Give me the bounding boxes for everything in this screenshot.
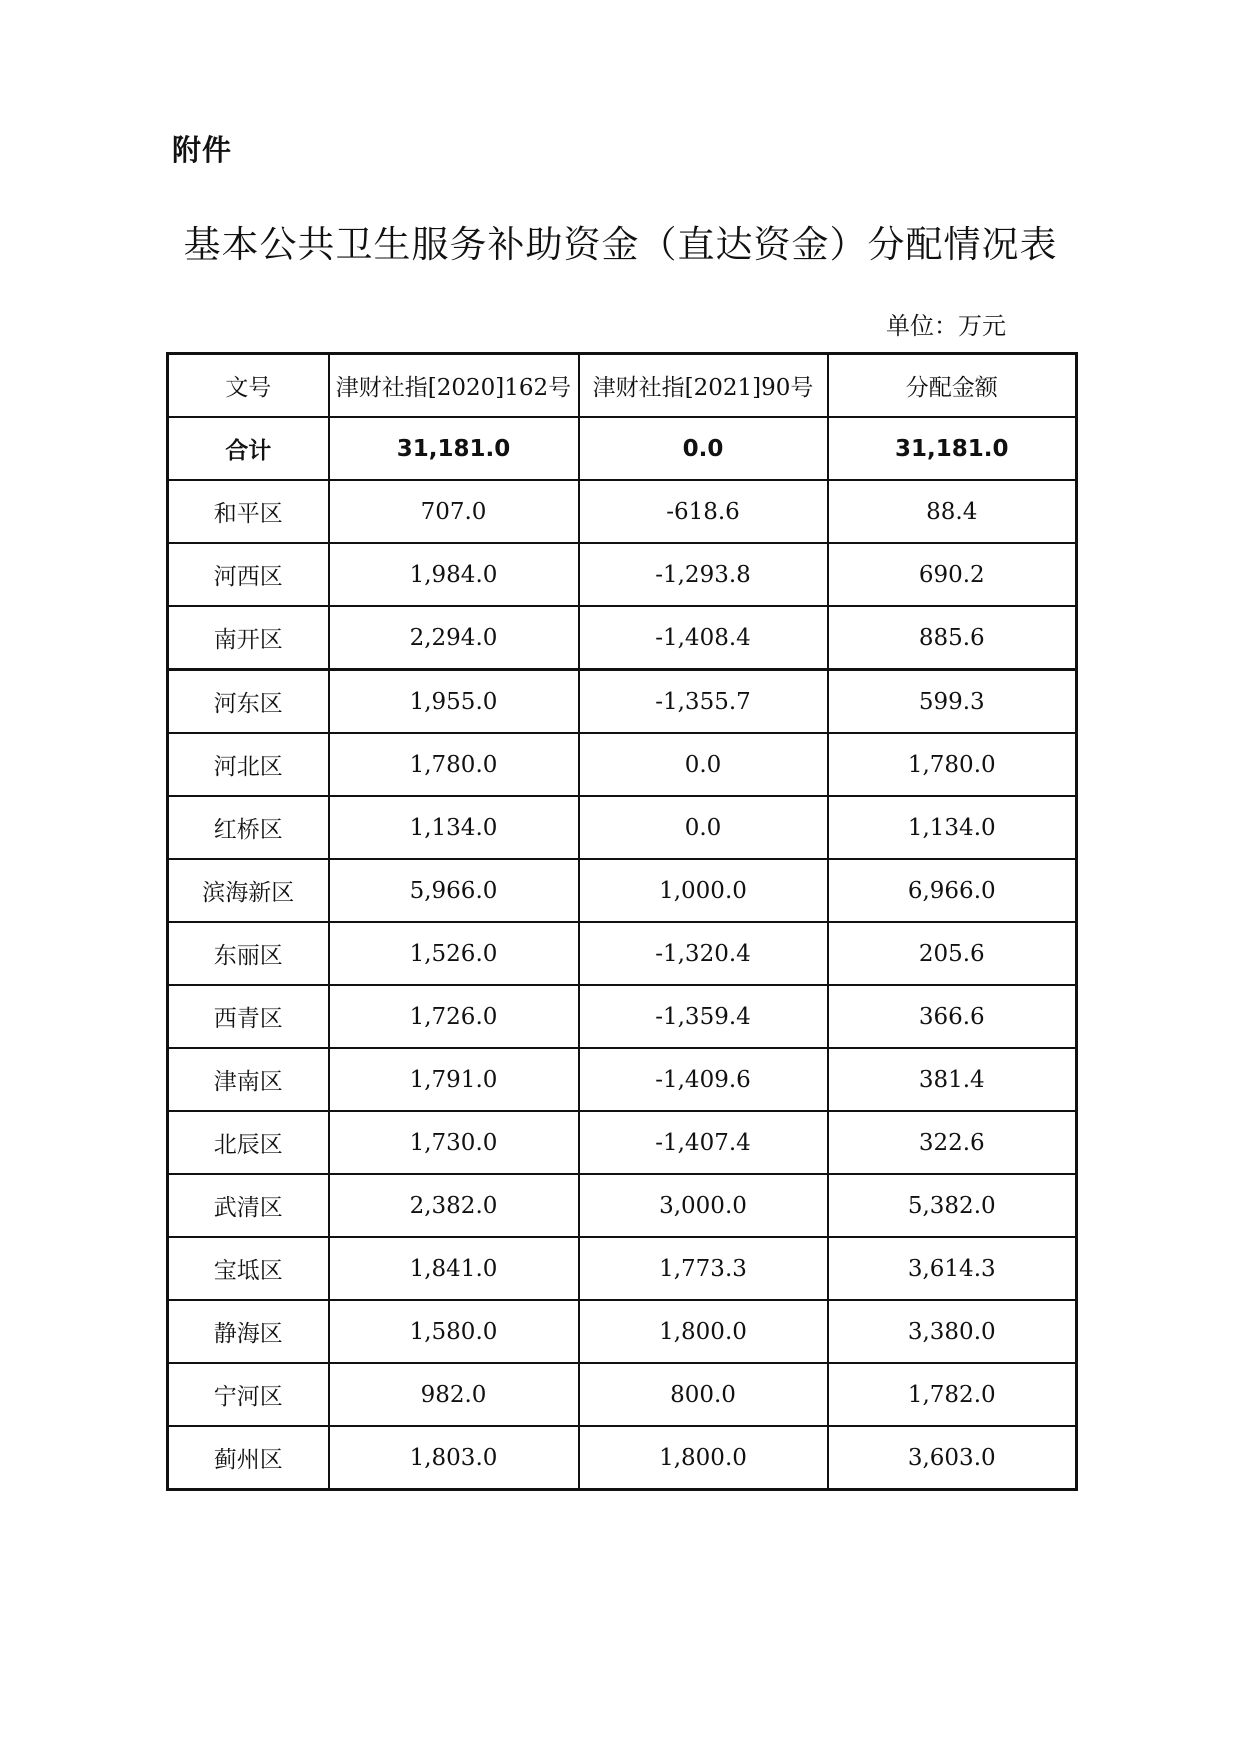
amount-cell-col2: 0.0 — [579, 796, 828, 859]
amount-cell-col1: 1,803.0 — [329, 1426, 579, 1490]
amount-cell-col3: 5,382.0 — [828, 1174, 1077, 1237]
district-name-cell: 蓟州区 — [168, 1426, 329, 1490]
table-row — [168, 1300, 1077, 1363]
amount-cell-col2: -1,407.4 — [579, 1111, 828, 1174]
header-doc-number: 文号 — [168, 354, 329, 418]
district-name-cell: 南开区 — [168, 606, 329, 670]
table-row — [168, 606, 1077, 670]
district-name-cell: 西青区 — [168, 985, 329, 1048]
district-name-cell: 红桥区 — [168, 796, 329, 859]
amount-cell-col3: 205.6 — [828, 922, 1077, 985]
amount-cell-col1: 1,526.0 — [329, 922, 579, 985]
district-name-cell: 河东区 — [168, 670, 329, 734]
table-row — [168, 670, 1077, 734]
amount-cell-col2: -1,293.8 — [579, 543, 828, 606]
amount-cell-col1: 707.0 — [329, 480, 579, 543]
header-allocated-amount: 分配金额 — [828, 354, 1077, 418]
table-header-row — [168, 354, 1077, 418]
district-name-cell: 静海区 — [168, 1300, 329, 1363]
amount-cell-col1: 1,955.0 — [329, 670, 579, 734]
table-row — [168, 796, 1077, 859]
district-name-cell: 东丽区 — [168, 922, 329, 985]
district-name-cell: 津南区 — [168, 1048, 329, 1111]
amount-cell-col3: 381.4 — [828, 1048, 1077, 1111]
district-name-cell: 宁河区 — [168, 1363, 329, 1426]
table-row — [168, 543, 1077, 606]
district-name-cell: 宝坻区 — [168, 1237, 329, 1300]
amount-cell-col3: 3,380.0 — [828, 1300, 1077, 1363]
amount-cell-col1: 1,730.0 — [329, 1111, 579, 1174]
amount-cell-col1: 1,134.0 — [329, 796, 579, 859]
amount-cell-col1: 2,294.0 — [329, 606, 579, 670]
amount-cell-col1: 1,580.0 — [329, 1300, 579, 1363]
district-name-cell: 和平区 — [168, 480, 329, 543]
district-name-cell: 北辰区 — [168, 1111, 329, 1174]
amount-cell-col3: 1,782.0 — [828, 1363, 1077, 1426]
district-name-cell: 河西区 — [168, 543, 329, 606]
table-row — [168, 1111, 1077, 1174]
amount-cell-col3: 690.2 — [828, 543, 1077, 606]
table-row — [168, 1174, 1077, 1237]
amount-cell-col2: 1,800.0 — [579, 1300, 828, 1363]
amount-cell-col3: 3,614.3 — [828, 1237, 1077, 1300]
amount-cell-col3: 3,603.0 — [828, 1426, 1077, 1490]
allocation-table — [166, 352, 1078, 1491]
amount-cell-col1: 1,791.0 — [329, 1048, 579, 1111]
amount-cell-col1: 1,726.0 — [329, 985, 579, 1048]
amount-cell-col1: 982.0 — [329, 1363, 579, 1426]
amount-cell-col2: 0.0 — [579, 733, 828, 796]
page-title: 基本公共卫生服务补助资金（直达资金）分配情况表 — [183, 223, 1058, 266]
amount-cell-col2: -1,355.7 — [579, 670, 828, 734]
amount-cell-col2: -1,409.6 — [579, 1048, 828, 1111]
table-row — [168, 1426, 1077, 1490]
total-row — [168, 417, 1077, 480]
district-name-cell: 滨海新区 — [168, 859, 329, 922]
header-doc-2021-90: 津财社指[2021]90号 — [579, 354, 828, 418]
amount-cell-col2: -618.6 — [579, 480, 828, 543]
amount-cell-col1: 2,382.0 — [329, 1174, 579, 1237]
table-row — [168, 922, 1077, 985]
amount-cell-col3: 322.6 — [828, 1111, 1077, 1174]
district-name-cell: 武清区 — [168, 1174, 329, 1237]
table-row — [168, 985, 1077, 1048]
amount-cell-col1: 5,966.0 — [329, 859, 579, 922]
amount-cell-col3: 88.4 — [828, 480, 1077, 543]
amount-cell-col2: 1,773.3 — [579, 1237, 828, 1300]
amount-cell-col2: 1,000.0 — [579, 859, 828, 922]
table-row — [168, 859, 1077, 922]
amount-cell-col2: -1,408.4 — [579, 606, 828, 670]
table-row — [168, 1048, 1077, 1111]
amount-cell-col2: -1,359.4 — [579, 985, 828, 1048]
table-row — [168, 733, 1077, 796]
total-col1: 31,181.0 — [329, 417, 579, 480]
amount-cell-col2: 3,000.0 — [579, 1174, 828, 1237]
total-col3: 31,181.0 — [828, 417, 1077, 480]
total-col2: 0.0 — [579, 417, 828, 480]
amount-cell-col3: 1,134.0 — [828, 796, 1077, 859]
amount-cell-col3: 6,966.0 — [828, 859, 1077, 922]
amount-cell-col2: 800.0 — [579, 1363, 828, 1426]
amount-cell-col2: -1,320.4 — [579, 922, 828, 985]
table-row — [168, 1363, 1077, 1426]
amount-cell-col2: 1,800.0 — [579, 1426, 828, 1490]
amount-cell-col3: 885.6 — [828, 606, 1077, 670]
amount-cell-col1: 1,780.0 — [329, 733, 579, 796]
table-row — [168, 1237, 1077, 1300]
header-doc-2020-162: 津财社指[2020]162号 — [329, 354, 579, 418]
unit-label: 单位：万元 — [886, 312, 1006, 340]
table-body — [168, 354, 1077, 1490]
amount-cell-col1: 1,841.0 — [329, 1237, 579, 1300]
amount-cell-col3: 599.3 — [828, 670, 1077, 734]
amount-cell-col1: 1,984.0 — [329, 543, 579, 606]
total-label: 合计 — [168, 417, 329, 480]
table-row — [168, 480, 1077, 543]
amount-cell-col3: 366.6 — [828, 985, 1077, 1048]
amount-cell-col3: 1,780.0 — [828, 733, 1077, 796]
district-name-cell: 河北区 — [168, 733, 329, 796]
attachment-label: 附件 — [172, 133, 233, 167]
